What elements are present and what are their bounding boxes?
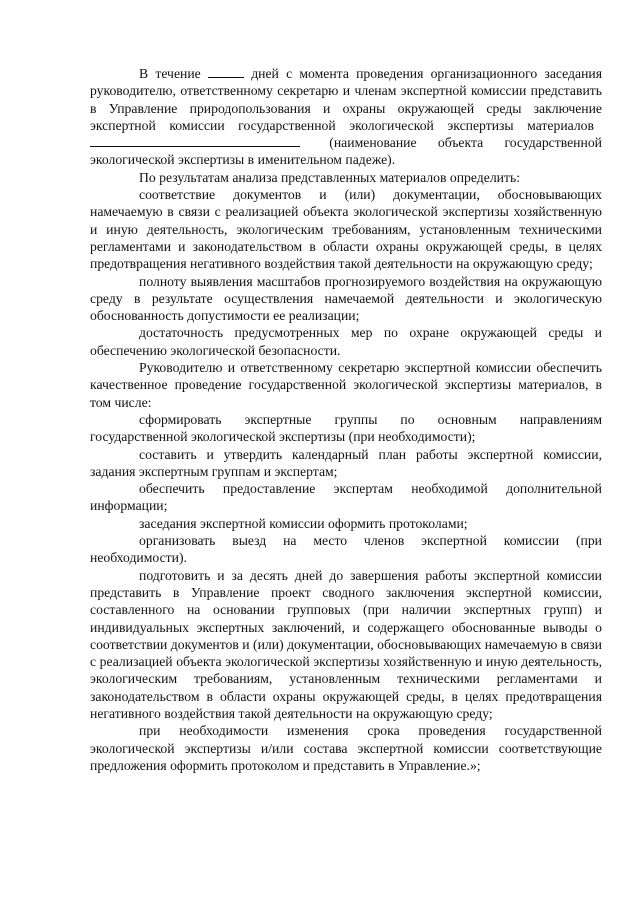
object-name-blank-field[interactable]: [90, 134, 300, 147]
paragraph-leader-duties: Руководителю и ответственному секретарю экспертной комиссии обеспечить качественное проведение государственной экологической экспертизы материалов, в том числе:: [90, 360, 602, 410]
paragraph-deadline-change: при необходимости изменения срока проведения государственной экологической экспертизы и/или состава экспертной комиссии соответствующие предложения оформить протоколом и представить в Управление.»;: [90, 723, 602, 773]
paragraph-summary-draft: подготовить и за десять дней до завершения работы экспертной комиссии представить в Управление проект сводного заключения экспертной комиссии, составленного на основании групповых (при наличии экспертных групп) и индивидуальных экспертных заключений, и содержащего обоснованные выводы о соответствии документов и (или) документации, обосновывающих намечаемую в связи с реализацией объекта экологической экспертизы хозяйственную и иную деятельность, экологическим требованиям, установленным техническими регламентами и законодательством в области охраны окружающей среды, в целях предотвращения негативного воздействия такой деятельности на окружающую среду;: [90, 567, 602, 721]
paragraph-deadline-end: (наименование объекта государственной экологической экспертизы в именительном падеже).: [90, 135, 603, 168]
paragraph-protection-measures: достаточность предусмотренных мер по охране окружающей среды и обеспечению экологической безопасности.: [90, 325, 602, 358]
paragraph-site-visit: организовать выезд на место членов экспертной комиссии (при необходимости).: [90, 533, 602, 566]
paragraph-deadline-start: В течение: [139, 66, 201, 81]
paragraph-deadline-middle: дней с момента проведения организационного заседания руководителю, ответственному секретарю и членам экспертной комиссии представить в Управление природопользования и охраны окружающей среды заключение экспертной комиссии государственной экологической экспертизы материалов: [90, 66, 603, 133]
paragraph-compliance: соответствие документов и (или) документации, обосновывающих намечаемую в связи с реализацией объекта экологической экспертизы хозяйственную и иную деятельность, экологическим требованиям, установленным техническими регламентами и законодательством в области охраны окружающей среды, в целях предотвращения негативного воздействия такой деятельности на окружающую среду;: [90, 187, 602, 272]
paragraph-calendar-plan: составить и утвердить календарный план работы экспертной комиссии, задания экспертным группам и экспертам;: [90, 446, 602, 479]
paragraph-provide-info: обеспечить предоставление экспертам необходимой дополнительной информации;: [90, 481, 602, 514]
document-page: [90, 65, 602, 774]
paragraph-protocols: заседания экспертной комиссии оформить протоколами;: [139, 515, 468, 531]
paragraph-analysis-intro: По результатам анализа представленных материалов определить:: [139, 169, 521, 185]
days-blank-field[interactable]: [208, 65, 244, 78]
paragraph-form-groups: сформировать экспертные группы по основным направлениям государственной экологической экспертизы (при необходимости);: [90, 411, 602, 445]
paragraph-impact-scope: полноту выявления масштабов прогнозируемого воздействия на окружающую среду в результате осуществления намечаемой деятельности и экологическую обоснованность допустимости ее реализации;: [90, 273, 602, 324]
paragraph-deadline: [90, 65, 602, 169]
